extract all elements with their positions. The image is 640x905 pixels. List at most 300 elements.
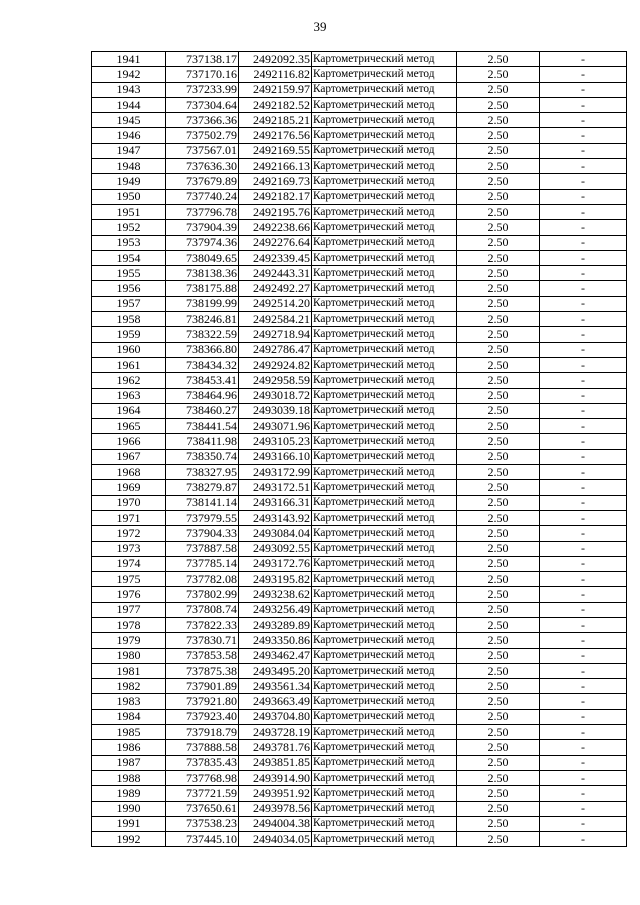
method-cell: Картометрический метод	[312, 617, 457, 632]
coord-x-cell: 738049.65	[166, 250, 239, 265]
method-cell: Картометрический метод	[312, 97, 457, 112]
table-row	[92, 526, 627, 541]
note-cell: -	[540, 312, 627, 327]
accuracy-cell: 2.50	[457, 419, 540, 434]
table-row	[92, 220, 627, 235]
point-number-cell: 1976	[92, 587, 166, 602]
point-number-cell: 1989	[92, 786, 166, 801]
accuracy-cell: 2.50	[457, 495, 540, 510]
method-cell: Картометрический метод	[312, 281, 457, 296]
coord-x-cell: 737796.78	[166, 204, 239, 219]
coord-x-cell: 737721.59	[166, 786, 239, 801]
method-cell: Картометрический метод	[312, 82, 457, 97]
method-cell: Картометрический метод	[312, 159, 457, 174]
coordinates-table	[91, 51, 627, 847]
coord-y-cell: 2493978.56	[239, 801, 312, 816]
coord-x-cell: 737888.58	[166, 740, 239, 755]
coord-x-cell: 737802.99	[166, 587, 239, 602]
accuracy-cell: 2.50	[457, 465, 540, 480]
note-cell: -	[540, 342, 627, 357]
coord-x-cell: 737636.30	[166, 159, 239, 174]
table-body	[92, 52, 627, 847]
accuracy-cell: 2.50	[457, 204, 540, 219]
table-row	[92, 602, 627, 617]
accuracy-cell: 2.50	[457, 159, 540, 174]
coord-y-cell: 2492169.55	[239, 143, 312, 158]
coord-y-cell: 2492176.56	[239, 128, 312, 143]
coord-x-cell: 738453.41	[166, 373, 239, 388]
accuracy-cell: 2.50	[457, 388, 540, 403]
point-number-cell: 1991	[92, 816, 166, 831]
accuracy-cell: 2.50	[457, 770, 540, 785]
table-row	[92, 97, 627, 112]
table-row	[92, 725, 627, 740]
table-row	[92, 541, 627, 556]
note-cell: -	[540, 770, 627, 785]
table-row	[92, 296, 627, 311]
point-number-cell: 1987	[92, 755, 166, 770]
point-number-cell: 1965	[92, 419, 166, 434]
coord-y-cell: 2494004.38	[239, 816, 312, 831]
accuracy-cell: 2.50	[457, 816, 540, 831]
coord-y-cell: 2493172.99	[239, 465, 312, 480]
note-cell: -	[540, 235, 627, 250]
coord-y-cell: 2492092.35	[239, 52, 312, 67]
coord-y-cell: 2492238.66	[239, 220, 312, 235]
coord-y-cell: 2492584.21	[239, 312, 312, 327]
note-cell: -	[540, 740, 627, 755]
table-row	[92, 312, 627, 327]
coord-y-cell: 2492185.21	[239, 113, 312, 128]
coord-y-cell: 2492718.94	[239, 327, 312, 342]
coord-y-cell: 2493195.82	[239, 572, 312, 587]
coord-y-cell: 2492116.82	[239, 67, 312, 82]
accuracy-cell: 2.50	[457, 403, 540, 418]
accuracy-cell: 2.50	[457, 633, 540, 648]
table-row	[92, 113, 627, 128]
table-row	[92, 709, 627, 724]
point-number-cell: 1973	[92, 541, 166, 556]
note-cell: -	[540, 663, 627, 678]
table-row	[92, 67, 627, 82]
accuracy-cell: 2.50	[457, 617, 540, 632]
point-number-cell: 1985	[92, 725, 166, 740]
coord-x-cell: 737445.10	[166, 832, 239, 847]
coord-x-cell: 737835.43	[166, 755, 239, 770]
note-cell: -	[540, 419, 627, 434]
coord-y-cell: 2493238.62	[239, 587, 312, 602]
note-cell: -	[540, 403, 627, 418]
accuracy-cell: 2.50	[457, 572, 540, 587]
method-cell: Картометрический метод	[312, 312, 457, 327]
point-number-cell: 1948	[92, 159, 166, 174]
table-row	[92, 495, 627, 510]
coord-x-cell: 737782.08	[166, 572, 239, 587]
table-row	[92, 465, 627, 480]
coord-y-cell: 2493462.47	[239, 648, 312, 663]
note-cell: -	[540, 373, 627, 388]
point-number-cell: 1951	[92, 204, 166, 219]
note-cell: -	[540, 801, 627, 816]
table-row	[92, 694, 627, 709]
coord-y-cell: 2493851.85	[239, 755, 312, 770]
coord-x-cell: 737822.33	[166, 617, 239, 632]
method-cell: Картометрический метод	[312, 419, 457, 434]
method-cell: Картометрический метод	[312, 250, 457, 265]
table-row	[92, 556, 627, 571]
point-number-cell: 1941	[92, 52, 166, 67]
coord-x-cell: 737918.79	[166, 725, 239, 740]
point-number-cell: 1957	[92, 296, 166, 311]
coord-y-cell: 2493166.31	[239, 495, 312, 510]
accuracy-cell: 2.50	[457, 52, 540, 67]
method-cell: Картометрический метод	[312, 174, 457, 189]
method-cell: Картометрический метод	[312, 189, 457, 204]
accuracy-cell: 2.50	[457, 434, 540, 449]
accuracy-cell: 2.50	[457, 296, 540, 311]
table-row	[92, 403, 627, 418]
coord-x-cell: 737740.24	[166, 189, 239, 204]
point-number-cell: 1970	[92, 495, 166, 510]
point-number-cell: 1990	[92, 801, 166, 816]
coord-y-cell: 2492339.45	[239, 250, 312, 265]
point-number-cell: 1950	[92, 189, 166, 204]
note-cell: -	[540, 526, 627, 541]
table-row	[92, 832, 627, 847]
point-number-cell: 1958	[92, 312, 166, 327]
table-row	[92, 755, 627, 770]
point-number-cell: 1984	[92, 709, 166, 724]
coord-y-cell: 2492169.73	[239, 174, 312, 189]
method-cell: Картометрический метод	[312, 266, 457, 281]
coord-y-cell: 2493143.92	[239, 510, 312, 525]
coord-x-cell: 737502.79	[166, 128, 239, 143]
method-cell: Картометрический метод	[312, 357, 457, 372]
coord-y-cell: 2493105.23	[239, 434, 312, 449]
note-cell: -	[540, 725, 627, 740]
table-row	[92, 572, 627, 587]
note-cell: -	[540, 357, 627, 372]
table-row	[92, 617, 627, 632]
point-number-cell: 1981	[92, 663, 166, 678]
point-number-cell: 1964	[92, 403, 166, 418]
table-row	[92, 235, 627, 250]
accuracy-cell: 2.50	[457, 128, 540, 143]
method-cell: Картометрический метод	[312, 143, 457, 158]
method-cell: Картометрический метод	[312, 327, 457, 342]
coord-y-cell: 2493166.10	[239, 449, 312, 464]
point-number-cell: 1954	[92, 250, 166, 265]
coord-y-cell: 2493092.55	[239, 541, 312, 556]
table-row	[92, 679, 627, 694]
method-cell: Картометрический метод	[312, 510, 457, 525]
note-cell: -	[540, 510, 627, 525]
method-cell: Картометрический метод	[312, 403, 457, 418]
point-number-cell: 1992	[92, 832, 166, 847]
accuracy-cell: 2.50	[457, 709, 540, 724]
method-cell: Картометрический метод	[312, 204, 457, 219]
table-row	[92, 204, 627, 219]
note-cell: -	[540, 296, 627, 311]
note-cell: -	[540, 67, 627, 82]
note-cell: -	[540, 52, 627, 67]
coord-y-cell: 2492182.52	[239, 97, 312, 112]
table-row	[92, 663, 627, 678]
accuracy-cell: 2.50	[457, 679, 540, 694]
accuracy-cell: 2.50	[457, 740, 540, 755]
method-cell: Картометрический метод	[312, 434, 457, 449]
accuracy-cell: 2.50	[457, 327, 540, 342]
method-cell: Картометрический метод	[312, 572, 457, 587]
point-number-cell: 1978	[92, 617, 166, 632]
table-row	[92, 480, 627, 495]
coord-x-cell: 737650.61	[166, 801, 239, 816]
note-cell: -	[540, 113, 627, 128]
coord-y-cell: 2493561.34	[239, 679, 312, 694]
point-number-cell: 1952	[92, 220, 166, 235]
method-cell: Картометрический метод	[312, 526, 457, 541]
note-cell: -	[540, 82, 627, 97]
coord-y-cell: 2492195.76	[239, 204, 312, 219]
method-cell: Картометрический метод	[312, 128, 457, 143]
accuracy-cell: 2.50	[457, 449, 540, 464]
accuracy-cell: 2.50	[457, 220, 540, 235]
note-cell: -	[540, 617, 627, 632]
accuracy-cell: 2.50	[457, 648, 540, 663]
coord-x-cell: 738327.95	[166, 465, 239, 480]
table-row	[92, 801, 627, 816]
method-cell: Картометрический метод	[312, 480, 457, 495]
point-number-cell: 1943	[92, 82, 166, 97]
coord-x-cell: 737904.33	[166, 526, 239, 541]
method-cell: Картометрический метод	[312, 235, 457, 250]
table-row	[92, 128, 627, 143]
point-number-cell: 1982	[92, 679, 166, 694]
accuracy-cell: 2.50	[457, 602, 540, 617]
point-number-cell: 1956	[92, 281, 166, 296]
note-cell: -	[540, 97, 627, 112]
point-number-cell: 1977	[92, 602, 166, 617]
coord-x-cell: 737974.36	[166, 235, 239, 250]
note-cell: -	[540, 694, 627, 709]
note-cell: -	[540, 587, 627, 602]
coord-y-cell: 2492514.20	[239, 296, 312, 311]
accuracy-cell: 2.50	[457, 266, 540, 281]
method-cell: Картометрический метод	[312, 296, 457, 311]
coord-x-cell: 737768.98	[166, 770, 239, 785]
table-row	[92, 159, 627, 174]
accuracy-cell: 2.50	[457, 801, 540, 816]
note-cell: -	[540, 495, 627, 510]
coord-y-cell: 2493289.89	[239, 617, 312, 632]
method-cell: Картометрический метод	[312, 52, 457, 67]
accuracy-cell: 2.50	[457, 587, 540, 602]
table-row	[92, 342, 627, 357]
coord-y-cell: 2493018.72	[239, 388, 312, 403]
point-number-cell: 1955	[92, 266, 166, 281]
method-cell: Картометрический метод	[312, 342, 457, 357]
coord-x-cell: 737901.89	[166, 679, 239, 694]
coord-x-cell: 737679.89	[166, 174, 239, 189]
note-cell: -	[540, 266, 627, 281]
coord-y-cell: 2493071.96	[239, 419, 312, 434]
point-number-cell: 1947	[92, 143, 166, 158]
coord-y-cell: 2492492.27	[239, 281, 312, 296]
point-number-cell: 1968	[92, 465, 166, 480]
method-cell: Картометрический метод	[312, 740, 457, 755]
point-number-cell: 1962	[92, 373, 166, 388]
method-cell: Картометрический метод	[312, 449, 457, 464]
method-cell: Картометрический метод	[312, 801, 457, 816]
coord-x-cell: 737808.74	[166, 602, 239, 617]
coord-y-cell: 2492276.64	[239, 235, 312, 250]
accuracy-cell: 2.50	[457, 786, 540, 801]
table-row	[92, 388, 627, 403]
point-number-cell: 1988	[92, 770, 166, 785]
coord-y-cell: 2494034.05	[239, 832, 312, 847]
table-row	[92, 419, 627, 434]
table-row	[92, 510, 627, 525]
point-number-cell: 1949	[92, 174, 166, 189]
coord-y-cell: 2492786.47	[239, 342, 312, 357]
note-cell: -	[540, 388, 627, 403]
coord-x-cell: 737887.58	[166, 541, 239, 556]
coord-x-cell: 737921.80	[166, 694, 239, 709]
coord-x-cell: 737785.14	[166, 556, 239, 571]
note-cell: -	[540, 220, 627, 235]
point-number-cell: 1971	[92, 510, 166, 525]
accuracy-cell: 2.50	[457, 526, 540, 541]
accuracy-cell: 2.50	[457, 113, 540, 128]
note-cell: -	[540, 143, 627, 158]
table-row	[92, 174, 627, 189]
method-cell: Картометрический метод	[312, 602, 457, 617]
point-number-cell: 1953	[92, 235, 166, 250]
coord-y-cell: 2493728.19	[239, 725, 312, 740]
method-cell: Картометрический метод	[312, 694, 457, 709]
note-cell: -	[540, 832, 627, 847]
point-number-cell: 1975	[92, 572, 166, 587]
coord-y-cell: 2493914.90	[239, 770, 312, 785]
note-cell: -	[540, 189, 627, 204]
coord-x-cell: 738460.27	[166, 403, 239, 418]
accuracy-cell: 2.50	[457, 510, 540, 525]
method-cell: Картометрический метод	[312, 709, 457, 724]
accuracy-cell: 2.50	[457, 312, 540, 327]
table-row	[92, 816, 627, 831]
coord-x-cell: 738366.80	[166, 342, 239, 357]
coord-y-cell: 2493663.49	[239, 694, 312, 709]
table-row	[92, 143, 627, 158]
coord-x-cell: 737567.01	[166, 143, 239, 158]
table-row	[92, 82, 627, 97]
coord-y-cell: 2492166.13	[239, 159, 312, 174]
coord-x-cell: 737170.16	[166, 67, 239, 82]
coord-y-cell: 2493495.20	[239, 663, 312, 678]
coord-y-cell: 2492443.31	[239, 266, 312, 281]
point-number-cell: 1942	[92, 67, 166, 82]
point-number-cell: 1945	[92, 113, 166, 128]
accuracy-cell: 2.50	[457, 189, 540, 204]
method-cell: Картометрический метод	[312, 541, 457, 556]
point-number-cell: 1946	[92, 128, 166, 143]
coord-x-cell: 737923.40	[166, 709, 239, 724]
accuracy-cell: 2.50	[457, 357, 540, 372]
coord-y-cell: 2493781.76	[239, 740, 312, 755]
table-row	[92, 281, 627, 296]
coord-y-cell: 2493039.18	[239, 403, 312, 418]
coord-y-cell: 2493951.92	[239, 786, 312, 801]
table-row	[92, 266, 627, 281]
note-cell: -	[540, 204, 627, 219]
point-number-cell: 1974	[92, 556, 166, 571]
accuracy-cell: 2.50	[457, 663, 540, 678]
table-row	[92, 189, 627, 204]
accuracy-cell: 2.50	[457, 250, 540, 265]
coord-x-cell: 737853.58	[166, 648, 239, 663]
accuracy-cell: 2.50	[457, 143, 540, 158]
coord-x-cell: 737538.23	[166, 816, 239, 831]
coord-x-cell: 737979.55	[166, 510, 239, 525]
note-cell: -	[540, 602, 627, 617]
coord-x-cell: 738350.74	[166, 449, 239, 464]
note-cell: -	[540, 128, 627, 143]
table-row	[92, 648, 627, 663]
method-cell: Картометрический метод	[312, 786, 457, 801]
method-cell: Картометрический метод	[312, 465, 457, 480]
coord-x-cell: 737366.36	[166, 113, 239, 128]
method-cell: Картометрический метод	[312, 67, 457, 82]
table-row	[92, 633, 627, 648]
method-cell: Картометрический метод	[312, 770, 457, 785]
table-row	[92, 786, 627, 801]
method-cell: Картометрический метод	[312, 816, 457, 831]
method-cell: Картометрический метод	[312, 663, 457, 678]
coord-y-cell: 2492924.82	[239, 357, 312, 372]
note-cell: -	[540, 281, 627, 296]
note-cell: -	[540, 541, 627, 556]
coord-y-cell: 2493256.49	[239, 602, 312, 617]
point-number-cell: 1961	[92, 357, 166, 372]
method-cell: Картометрический метод	[312, 725, 457, 740]
coord-y-cell: 2493350.86	[239, 633, 312, 648]
coord-y-cell: 2492159.97	[239, 82, 312, 97]
coord-x-cell: 738434.32	[166, 357, 239, 372]
coord-y-cell: 2493704.80	[239, 709, 312, 724]
table-row	[92, 770, 627, 785]
note-cell: -	[540, 174, 627, 189]
accuracy-cell: 2.50	[457, 373, 540, 388]
coord-y-cell: 2492958.59	[239, 373, 312, 388]
table-row	[92, 740, 627, 755]
point-number-cell: 1959	[92, 327, 166, 342]
point-number-cell: 1980	[92, 648, 166, 663]
note-cell: -	[540, 816, 627, 831]
coord-x-cell: 738322.59	[166, 327, 239, 342]
accuracy-cell: 2.50	[457, 832, 540, 847]
coord-x-cell: 738175.88	[166, 281, 239, 296]
accuracy-cell: 2.50	[457, 755, 540, 770]
page-number: 39	[313, 19, 327, 34]
method-cell: Картометрический метод	[312, 113, 457, 128]
note-cell: -	[540, 648, 627, 663]
coord-x-cell: 738141.14	[166, 495, 239, 510]
coord-y-cell: 2493172.76	[239, 556, 312, 571]
method-cell: Картометрический метод	[312, 373, 457, 388]
method-cell: Картометрический метод	[312, 633, 457, 648]
accuracy-cell: 2.50	[457, 174, 540, 189]
coord-x-cell: 738246.81	[166, 312, 239, 327]
